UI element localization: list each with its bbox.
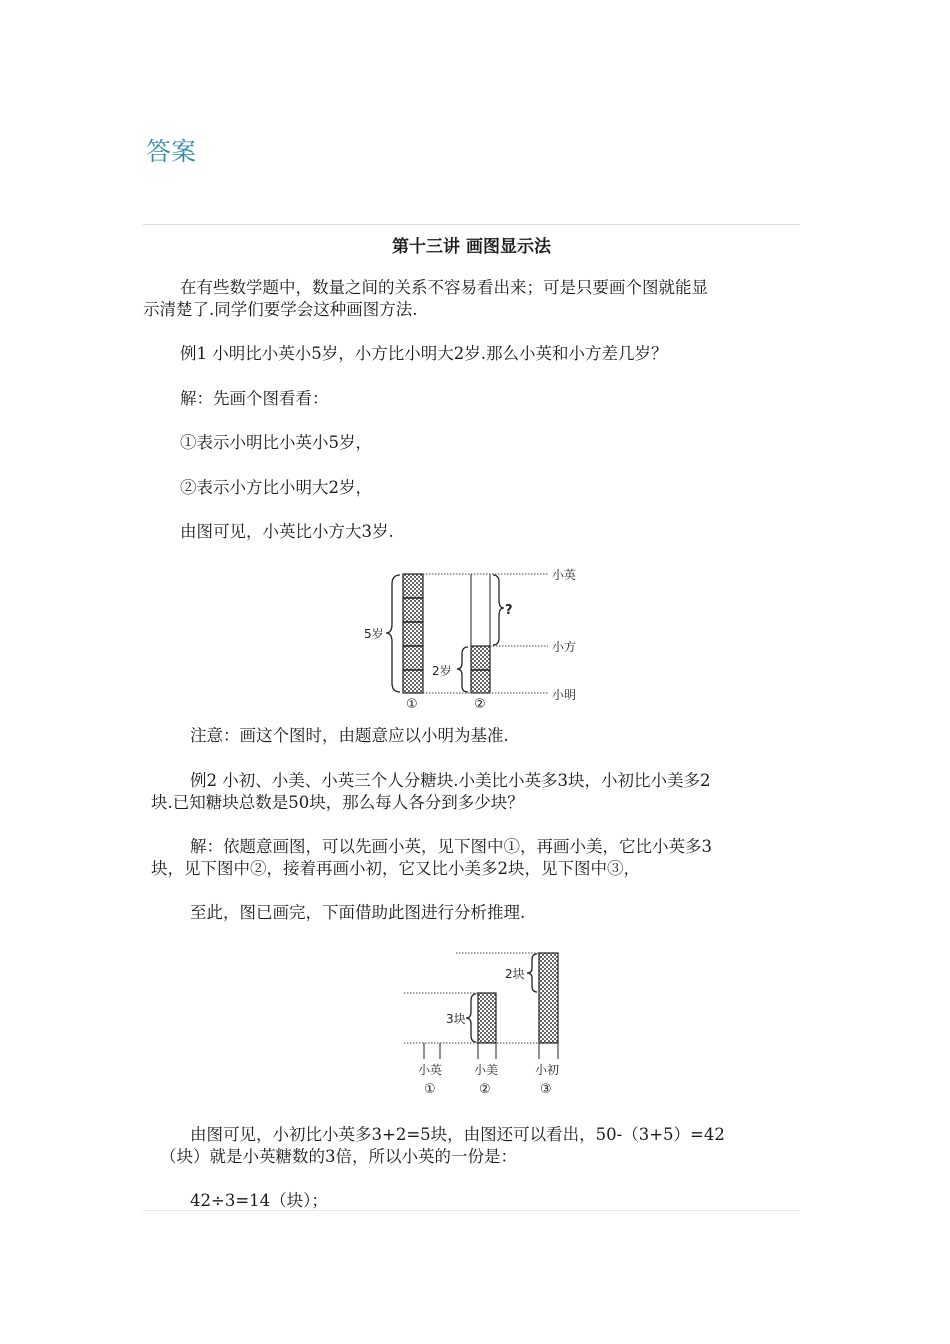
label-2kuai: 2块: [505, 967, 525, 981]
intro-line-1: 在有些数学题中，数量之间的关系不容易看出来；可是只要画个图就能显: [180, 278, 708, 297]
marker-2: ②: [474, 697, 486, 712]
example2-solution-2: 块，见下图中②，接着再画小初，它又比小美多2块，见下图中③，: [151, 859, 640, 878]
marker2-1: ①: [424, 1082, 436, 1097]
calc-line: 42÷3=14（块）；: [190, 1191, 328, 1210]
figure1-diagram: [360, 562, 590, 712]
label-2sui: 2岁: [432, 664, 452, 678]
example2-solution-1: 解：依题意画图，可以先画小英，见下图中①，再画小美，它比小英多3: [190, 837, 712, 856]
name-xiaomei: 小美: [474, 1063, 499, 1077]
label-3kuai: 3块: [446, 1012, 466, 1026]
example2-after: 至此，图已画完，下面借助此图进行分析推理.: [190, 903, 526, 922]
bar-xiaoying: [403, 574, 423, 693]
example1-note2: ②表示小方比小明大2岁，: [180, 478, 372, 497]
divider-bottom: [143, 1210, 800, 1211]
analysis-line-1: 由图可见，小初比小英多3+2=5块，由图还可以看出，50-（3+5）=42: [190, 1125, 725, 1144]
label-xiaoming: 小明: [552, 688, 577, 702]
marker2-3: ③: [540, 1082, 552, 1097]
name-xiaoying: 小英: [418, 1063, 443, 1077]
label-xiaofang: 小方: [552, 640, 577, 654]
label-question: ?: [505, 603, 513, 618]
marker2-2: ②: [479, 1082, 491, 1097]
example1-solution: 解：先画个图看看：: [180, 389, 329, 408]
example2-question-2: 块.已知糖块总数是50块，那么每人各分到多少块？: [151, 793, 524, 812]
bar-xiaochu: [539, 953, 558, 1043]
example1-conclusion: 由图可见，小英比小方大3岁.: [180, 522, 394, 541]
analysis-line-2: （块）就是小英糖数的3倍，所以小英的一份是：: [160, 1147, 517, 1166]
bar-xiaomei: [478, 993, 496, 1043]
note-line: 注意：画这个图时，由题意应以小明为基准.: [190, 726, 509, 745]
label-5sui: 5岁: [364, 627, 384, 641]
example2-question-1: 例2 小初、小美、小英三个人分糖块.小美比小英多3块，小初比小美多2: [190, 771, 711, 790]
marker-1: ①: [406, 697, 418, 712]
label-xiaoying: 小英: [552, 568, 577, 582]
example1-question: 例1 小明比小英小5岁，小方比小明大2岁.那么小英和小方差几岁？: [180, 344, 668, 363]
divider-top: [143, 224, 800, 225]
intro-line-2: 示清楚了.同学们要学会这种画图方法.: [143, 300, 418, 319]
page-heading: 答案: [146, 137, 197, 166]
name-xiaochu: 小初: [535, 1063, 560, 1077]
figure2-diagram: [400, 948, 575, 1100]
lecture-title: 第十三讲 画图显示法: [392, 237, 551, 257]
example1-note1: ①表示小明比小英小5岁，: [180, 433, 372, 452]
